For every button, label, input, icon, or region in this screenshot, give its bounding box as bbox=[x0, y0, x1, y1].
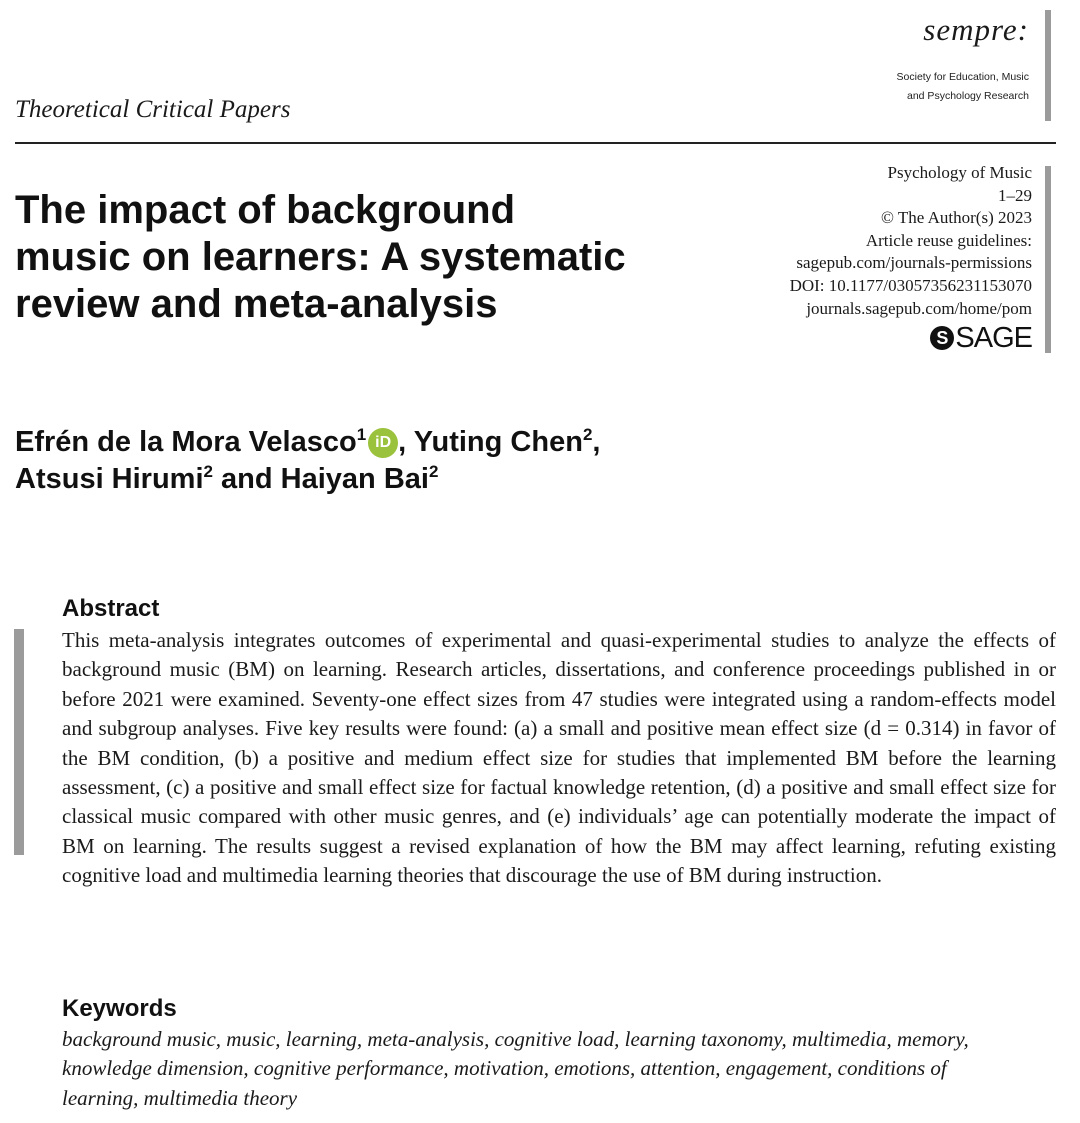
sage-mark-icon: S bbox=[930, 326, 954, 350]
copyright: © The Author(s) 2023 bbox=[881, 208, 1032, 228]
sage-wordmark: SAGE bbox=[955, 322, 1032, 355]
logo-side-bar bbox=[1045, 10, 1051, 121]
title-line-1: The impact of background bbox=[15, 188, 516, 232]
page-range: 1–29 bbox=[998, 185, 1032, 205]
section-label: Theoretical Critical Papers bbox=[15, 96, 291, 123]
author-name: Atsusi Hirumi bbox=[15, 463, 204, 495]
author-separator: , bbox=[398, 426, 414, 458]
affiliation-mark: 1 bbox=[356, 425, 367, 444]
author-separator: , bbox=[592, 426, 601, 458]
author-list bbox=[15, 424, 600, 498]
title-line-3: review and meta-analysis bbox=[15, 282, 498, 326]
journal-info bbox=[790, 162, 1032, 353]
affiliation-mark: 2 bbox=[582, 425, 593, 444]
doi-link[interactable]: DOI: 10.1177/03057356231153070 bbox=[789, 275, 1032, 295]
title-line-2: music on learners: A systematic bbox=[15, 235, 626, 279]
author-conjunction: and bbox=[213, 463, 281, 495]
society-name bbox=[897, 68, 1029, 106]
author-line-2 bbox=[15, 461, 600, 498]
keywords-list: background music, music, learning, meta-analysis, cognitive load, learning taxonomy, multimedia, memory, knowledge dimension, cognitive performance, motivation, emotions, attention, engagement, conditions of learning, multimedia theory bbox=[62, 1027, 969, 1110]
orcid-icon[interactable]: iD bbox=[368, 428, 398, 458]
author-line-1 bbox=[15, 424, 600, 461]
keywords-heading: Keywords bbox=[62, 995, 177, 1022]
permissions-link[interactable]: sagepub.com/journals-permissions bbox=[796, 253, 1032, 273]
sempre-logo-text: sempre: bbox=[923, 12, 1029, 47]
author-name: Haiyan Bai bbox=[280, 463, 429, 495]
affiliation-mark: 2 bbox=[203, 462, 213, 481]
society-line-2: and Psychology Research bbox=[907, 90, 1029, 102]
reuse-label: Article reuse guidelines: bbox=[865, 230, 1032, 250]
abstract-body: This meta-analysis integrates outcomes of experimental and quasi-experimental studies to analyze the effects of background music (BM) on learning. Research articles, dissertations, and conference proceedings published in or before 2021 were examined. Seventy-one effect sizes from 47 studies were integrated using a random-effects model and subgroup analyses. Five key results were found: (a) a small and positive mean effect size (d = 0.314) in favor of the BM condition, (b) a positive and medium effect size for studies that implemented BM before the learning assessment, (c) a positive and small effect size for factual knowledge retention, (d) a positive and small effect size for classical music compared with other music genres, and (e) individuals’ age can potentially moderate the impact of BM on learning. The results suggest a revised explanation of how the BM may affect learning, refuting existing cognitive load and multimedia learning theories that discourage the use of BM during instruction. bbox=[62, 628, 1056, 888]
abstract-side-bar bbox=[14, 629, 24, 855]
sage-logo bbox=[790, 323, 1032, 353]
journal-name: Psychology of Music bbox=[887, 163, 1032, 182]
journal-link[interactable]: journals.sagepub.com/home/pom bbox=[806, 298, 1032, 318]
abstract-heading: Abstract bbox=[62, 595, 160, 622]
author-name: Efrén de la Mora Velasco bbox=[15, 426, 357, 458]
affiliation-mark: 2 bbox=[428, 462, 439, 481]
paper-title bbox=[15, 187, 695, 328]
author-name: Yuting Chen bbox=[413, 426, 583, 458]
journal-info-side-bar bbox=[1045, 166, 1051, 353]
sempre-logo bbox=[897, 12, 1029, 106]
header-divider bbox=[15, 142, 1056, 144]
society-line-1: Society for Education, Music bbox=[896, 71, 1029, 83]
